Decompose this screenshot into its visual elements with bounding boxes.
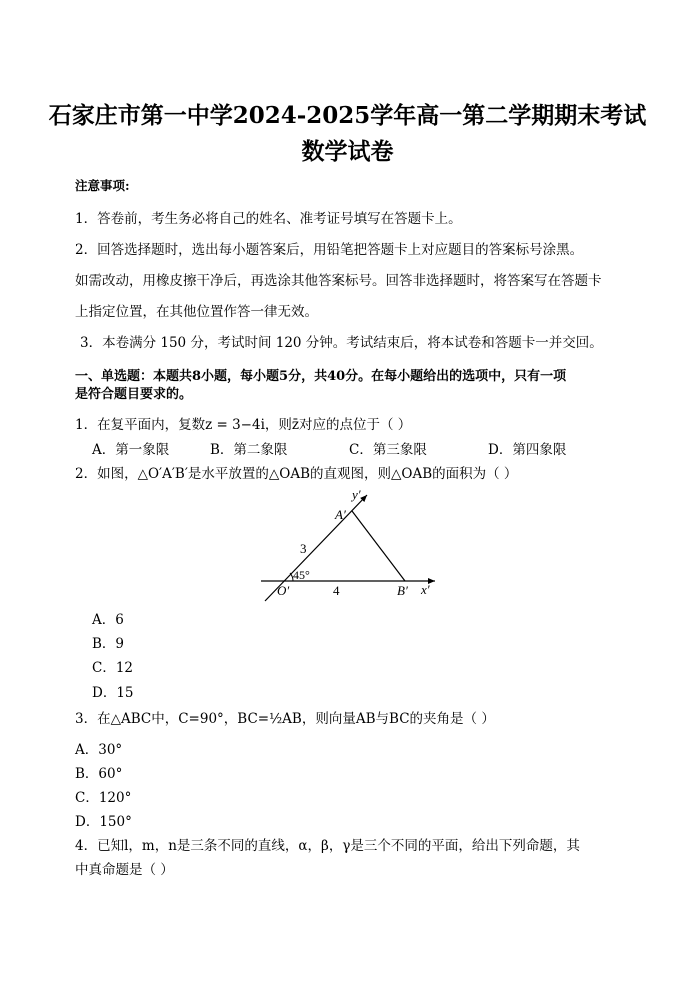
label-point-o: O′ [277, 583, 290, 598]
question-1-text: 1．在复平面内，复数z = 3−4i，则z̄对应的点位于（ ） [75, 417, 412, 433]
label-side-ob: 4 [333, 583, 340, 598]
label-angle: 45° [293, 568, 310, 582]
notice-heading: 注意事项: [75, 178, 130, 193]
notice-item-1: 1．答卷前，考生务必将自己的姓名、准考证号填写在答题卡上。 [75, 211, 462, 227]
q3-option-d: D．150° [75, 814, 132, 830]
question-3-text: 3．在△ABC中，C=90°，BC=½AB，则向量AB与BC的夹角是（ ） [75, 711, 495, 727]
question-4-line-2: 中真命题是（ ） [75, 862, 174, 878]
question-4-line-1: 4．已知l，m，n是三条不同的直线，α，β，γ是三个不同的平面，给出下列命题，其 [75, 838, 580, 854]
notice-item-2: 2．回答选择题时，选出每小题答案后，用铅笔把答题卡上对应题目的答案标号涂黑。 [75, 242, 584, 258]
q3-option-a: A．30° [75, 742, 123, 758]
label-side-oa: 3 [300, 541, 307, 556]
q3-option-c: C．120° [75, 790, 132, 806]
q1-option-b: B．第二象限 [210, 442, 288, 458]
side-a-b [352, 511, 405, 581]
notice-item-2-cont-2: 上指定位置，在其他位置作答一律无效。 [75, 304, 318, 320]
title-line-1: 石家庄市第一中学2024-2025学年高一第二学期期末考试 [48, 102, 647, 129]
q2-intuitive-diagram [255, 485, 445, 605]
notice-item-3: 3．本卷满分 150 分，考试时间 120 分钟。考试结束后，将本试卷和答题卡一并交回。 [80, 335, 603, 351]
title-line-2: 数学试卷 [301, 138, 394, 165]
q2-option-a: A．6 [92, 612, 124, 628]
label-point-b: B′ [397, 583, 408, 598]
section-heading-line-2: 是符合题目要求的。 [75, 387, 193, 402]
q3-option-b: B．60° [75, 766, 123, 782]
question-2-text: 2．如图，△O′A′B′是水平放置的△OAB的直观图，则△OAB的面积为（ ） [75, 466, 518, 482]
q1-option-c: C．第三象限 [349, 442, 427, 458]
q1-option-a: A．第一象限 [92, 442, 170, 458]
q2-option-b: B．9 [92, 636, 125, 652]
section-heading-line-1: 一、单选题：本题共8小题，每小题5分，共40分。在每小题给出的选项中，只有一项 [75, 369, 567, 384]
label-point-a: A′ [335, 507, 346, 522]
q2-option-d: D．15 [92, 685, 134, 701]
label-x-axis: x′ [421, 582, 430, 597]
q2-option-c: C．12 [92, 660, 134, 676]
q1-option-d: D．第四象限 [488, 442, 567, 458]
notice-item-2-cont-1: 如需改动，用橡皮擦干净后，再选涂其他答案标号。回答非选择题时，将答案写在答题卡 [75, 273, 602, 289]
label-y-axis: y′ [352, 487, 361, 502]
